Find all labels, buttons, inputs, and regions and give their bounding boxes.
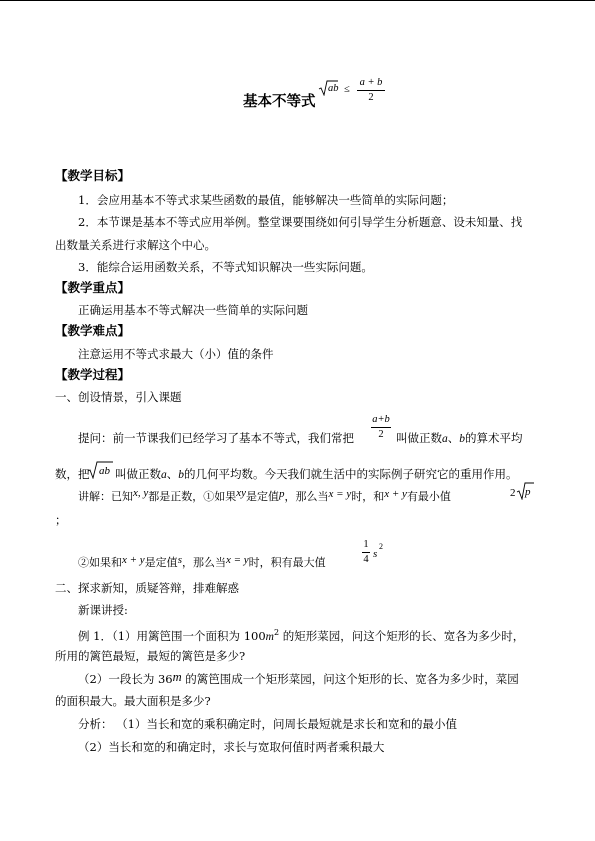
e2-t4: 时，积有最大值: [248, 556, 326, 569]
question-line-1: [78, 431, 354, 445]
e2-t3: ，那么当: [181, 556, 226, 569]
ex2-a: （2）一段长为 36: [78, 672, 173, 686]
title-sqrt-arg: ab: [328, 83, 339, 94]
title-frac-bar: [357, 90, 385, 91]
question-line-1-end: [396, 431, 523, 446]
goal-item-3: 3．能综合运用函数关系，不等式知识解决一些实际问题。: [78, 260, 373, 274]
e1-t5: 有最小值: [406, 490, 451, 503]
top-rule: [0, 0, 595, 1]
difficulties-text: 注意运用不等式求最大（小）值的条件: [78, 347, 274, 361]
title-leq: ≤: [344, 84, 350, 95]
q-suffix2: 的算术平均: [465, 431, 523, 445]
e1-t3: ，那么当: [284, 490, 329, 503]
q2-sqrt-arg: ab: [99, 465, 110, 477]
goal-item-2-line2: 出数量关系进行求解这个中心。: [55, 238, 216, 252]
e1-prod: xy: [236, 487, 247, 499]
e2-s2: s: [373, 548, 378, 560]
e2-eq: x = y: [225, 554, 249, 566]
ex2-unit: m: [172, 670, 182, 684]
example2-line1: [78, 672, 519, 686]
e2-t1: ②如果和: [78, 556, 122, 569]
example1-line1: [78, 626, 524, 644]
q-prefix: 提问：前一节课我们已经学习了基本不等式，我们常把: [78, 431, 354, 445]
ex1-b: 的矩形菜园，问这个矩形的长、宽各为多少时，: [279, 628, 525, 643]
title-frac-num: a + b: [359, 77, 383, 88]
q-var-a: a: [442, 433, 448, 445]
q2-prefix: 数，把: [55, 467, 90, 481]
goal-item-2-line1: 2．本节课是基本不等式应用举例。整堂课要围绕如何引导学生分析题意、设未知量、找: [78, 215, 523, 229]
e2-frac-bar: [362, 552, 370, 553]
goal-item-1: 1．会应用基本不等式求某些函数的最值，能够解决一些简单的实际问题；: [78, 193, 454, 207]
explain-line-1: [78, 487, 451, 504]
ex1-exp: 2: [273, 628, 280, 637]
e1-end: ；: [55, 513, 67, 527]
q2-var-a: a: [161, 469, 167, 481]
analysis-1: 分析： （1）当长和宽的乘积确定时，问周长最短就是求长和宽和的最小值: [78, 717, 457, 731]
title-frac-den: 2: [368, 92, 374, 103]
e1-t4: 时，和: [351, 490, 385, 503]
q-suffix1: 叫做正数: [396, 431, 442, 445]
e1-prefix: 讲解：已知: [78, 490, 133, 503]
q-frac-bar: [371, 427, 391, 428]
e1-min-coef: 2: [510, 487, 516, 499]
e2-s: s: [177, 554, 182, 566]
e2-frac-num: 1: [363, 539, 369, 550]
analysis-2: （2）当长和宽的和确定时，求长与宽取何值时两者乘积最大: [78, 740, 385, 754]
q-var-b: b: [459, 433, 465, 445]
part2-intro: 新课讲授:: [78, 603, 128, 617]
part1-title: 一、创设情景，引入课题: [55, 390, 182, 404]
e1-p: p: [279, 488, 285, 500]
e1-xy: x, y: [133, 487, 149, 499]
q2-suffix: 的几何平均数。今天我们就生活中的实际例子研究它的重用作用。: [184, 467, 518, 481]
part2-title: 二、探求新知，质疑答辩，排难解惑: [55, 581, 239, 595]
title-text: 基本不等式: [243, 94, 316, 110]
q2-sep: 、: [166, 467, 179, 481]
q-frac-den: 2: [378, 429, 384, 440]
difficulties-heading: 【教学难点】: [55, 323, 131, 338]
q2-rest: [115, 467, 518, 482]
e2-exp: 2: [379, 542, 383, 551]
e1-t1: 都是正数，①如果: [148, 490, 237, 503]
key-points-text: 正确运用基本不等式解决一些简单的实际问题: [78, 303, 308, 317]
ex1-a: 例 1．（1）用篱笆围一个面积为 100: [78, 628, 266, 643]
e1-eq: x = y: [328, 488, 352, 500]
explain-line-2: [78, 556, 326, 570]
e2-t2: 是定值: [144, 556, 178, 569]
process-heading: 【教学过程】: [55, 367, 131, 382]
goals-heading: 【教学目标】: [55, 168, 131, 183]
example1-line2: 所用的篱笆最短，最短的篱笆是多少?: [55, 649, 246, 663]
key-points-heading: 【教学重点】: [55, 280, 131, 295]
e1-sum: x + y: [384, 488, 407, 500]
example2-line2: 的面积最大。最大面积是多少?: [55, 694, 211, 708]
q-sep: 、: [447, 431, 460, 445]
q-frac-num: a+b: [372, 414, 390, 425]
e1-min-arg: p: [525, 486, 531, 498]
e1-t2: 是定值: [246, 490, 280, 503]
q2-mid: 叫做正数: [115, 467, 161, 481]
q2-var-b: b: [178, 469, 184, 481]
e2-frac-den: 4: [363, 554, 369, 565]
ex1-unit: m: [265, 630, 274, 643]
e2-sum: x + y: [122, 554, 145, 566]
ex2-b: 的篱笆围成一个矩形菜园，问这个矩形的长、宽各为多少时，菜园: [181, 672, 519, 686]
